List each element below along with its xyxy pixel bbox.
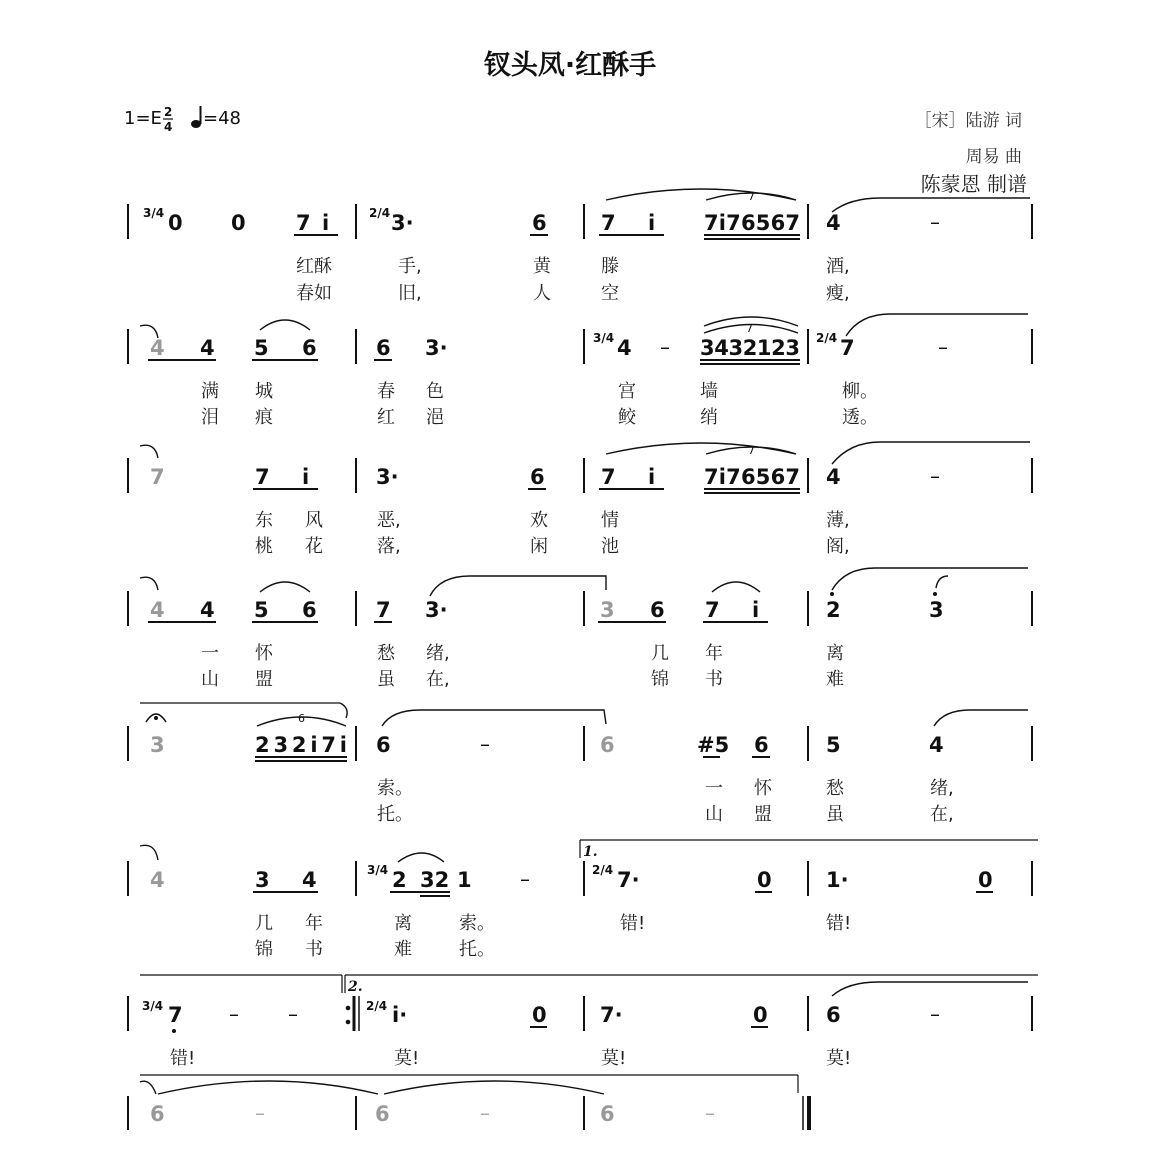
note: 6: [600, 1102, 615, 1126]
volta-1: 1.: [583, 844, 598, 860]
lyric: 透。: [842, 407, 878, 428]
lyric: 错!: [620, 913, 646, 934]
ts-label: 3/4: [143, 206, 165, 220]
note: 32: [420, 868, 450, 892]
note-run: 7i76567: [704, 211, 800, 235]
note: 6: [376, 733, 391, 757]
note: i·: [392, 1003, 408, 1027]
lyric: 瘦,: [826, 283, 850, 304]
lyric: 满: [201, 381, 219, 402]
note: 1: [457, 868, 472, 892]
lyric: 人: [533, 283, 551, 304]
lyric: 薄,: [826, 510, 850, 531]
note: 7: [840, 336, 855, 360]
note: 3: [600, 598, 615, 622]
ts-label: 2/4: [592, 863, 614, 877]
note: 4: [826, 465, 841, 489]
line-7: [128, 975, 1038, 1069]
lyric: 红: [377, 407, 395, 428]
lyric: 痕: [255, 407, 273, 428]
lyric: 黄: [533, 256, 551, 277]
note: 0: [757, 868, 772, 892]
lyric: 风: [305, 510, 323, 531]
lyric: 年: [305, 913, 323, 934]
note: 5: [254, 336, 269, 360]
lyric: 绪,: [426, 643, 450, 664]
lyric: 难: [394, 939, 412, 960]
note-run: 7i76567: [704, 465, 800, 489]
ts-label: 3/4: [142, 999, 164, 1013]
lyric: 滕: [601, 256, 619, 277]
lyric: 空: [601, 283, 619, 304]
lyric: 锦: [255, 939, 273, 960]
note: 7·: [600, 1003, 623, 1027]
note: i: [648, 211, 656, 235]
lyric: 池: [601, 536, 619, 557]
dash: –: [288, 1002, 298, 1026]
dash: –: [480, 1101, 490, 1125]
lyric: 怀: [754, 778, 772, 799]
lyric: 闲: [530, 536, 548, 557]
lyric: 错!: [170, 1048, 196, 1069]
lyric: 锦: [651, 669, 669, 690]
lyric: 书: [305, 939, 323, 960]
note: 2: [826, 598, 841, 622]
note: 6: [754, 733, 769, 757]
final-barline: [803, 1096, 809, 1130]
lyric: 莫!: [826, 1048, 852, 1069]
ts-label: 2/4: [366, 999, 388, 1013]
note: #5: [697, 733, 730, 757]
tuplet-number: 7: [746, 322, 753, 335]
ts-label: 3/4: [593, 331, 615, 345]
note: 7: [168, 1003, 183, 1027]
note: 7: [705, 598, 720, 622]
lyric: 浥: [426, 407, 444, 428]
lyric: 难: [826, 669, 844, 690]
lyric: 托。: [377, 804, 413, 825]
note: 2: [392, 868, 407, 892]
lyric: 落,: [377, 536, 401, 557]
svg-text:2: 2: [164, 105, 173, 119]
line-1: [128, 189, 1032, 304]
note: 3: [150, 733, 165, 757]
lyric: 虽: [826, 804, 844, 825]
ts-label: 2/4: [369, 206, 391, 220]
note: 7: [376, 598, 391, 622]
time-signature: [143, 206, 164, 220]
lyric: 宫: [618, 381, 636, 402]
note: 0: [753, 1003, 768, 1027]
lyric: 索。: [459, 913, 495, 934]
note: 4: [200, 336, 215, 360]
tuplet-number: 7: [748, 190, 755, 203]
note: 3·: [425, 336, 448, 360]
lyric: 欢: [530, 510, 548, 531]
lyric: 怀: [255, 643, 273, 664]
note: 7: [150, 465, 165, 489]
dash: –: [255, 1101, 265, 1125]
lyric: 离: [826, 643, 844, 664]
note: 6: [826, 1003, 841, 1027]
note: 6: [376, 336, 391, 360]
lyric: 恶,: [377, 510, 401, 531]
lyric: 鲛: [618, 407, 636, 428]
dash: –: [930, 1002, 940, 1026]
volta-2: 2.: [348, 979, 363, 995]
lyric: 几: [255, 913, 273, 934]
lyric: 离: [394, 913, 412, 934]
dash: –: [660, 335, 670, 359]
page-title: 钗头凤·红酥手: [483, 50, 657, 81]
note: 4: [929, 733, 944, 757]
ts-label: 3/4: [367, 863, 389, 877]
lyric: 春: [377, 381, 395, 402]
lyric: 红酥: [296, 256, 332, 277]
lyric: 书: [705, 669, 723, 690]
line-2: [128, 314, 1032, 428]
note: 6: [530, 465, 545, 489]
note: 6: [375, 1102, 390, 1126]
dash: –: [480, 732, 490, 756]
lyric: 索。: [377, 778, 413, 799]
arranger: 陈蒙恩 制谱: [920, 172, 1027, 196]
key-signature: 1=E: [124, 108, 162, 129]
lyric: 错!: [826, 913, 852, 934]
note: i: [302, 465, 310, 489]
note: 3·: [391, 211, 414, 235]
note: i: [752, 598, 760, 622]
lyric: 在,: [930, 804, 954, 825]
dash: –: [930, 210, 940, 234]
note: 1·: [826, 868, 849, 892]
lyric: 春如: [296, 283, 332, 304]
line-6: [128, 840, 1038, 960]
note: 7·: [617, 868, 640, 892]
lyric: 一: [705, 778, 723, 799]
lyric: 阁,: [826, 536, 850, 557]
note: 7: [601, 465, 616, 489]
note: 4: [826, 211, 841, 235]
lyric: 盟: [754, 804, 772, 825]
note: 3·: [425, 598, 448, 622]
lyric: 山: [705, 804, 723, 825]
lyric: 色: [426, 381, 444, 402]
note: 7: [601, 211, 616, 235]
lyric: 酒,: [826, 256, 850, 277]
note: 6: [600, 733, 615, 757]
note: 4: [150, 598, 165, 622]
line-5: [128, 703, 1032, 825]
note: 4: [302, 868, 317, 892]
line-8: [128, 1075, 809, 1130]
note: 3: [255, 868, 270, 892]
note: 4: [150, 868, 165, 892]
note: 0: [978, 868, 993, 892]
lyric: 几: [651, 643, 669, 664]
dash: –: [705, 1101, 715, 1125]
repeat-barline: [346, 996, 359, 1031]
dash: –: [938, 335, 948, 359]
note: 4: [200, 598, 215, 622]
lyric: 旧,: [398, 283, 422, 304]
lyric: 情: [601, 510, 619, 531]
lyric: 虽: [377, 669, 395, 690]
note: 4: [617, 336, 632, 360]
note: 6: [532, 211, 547, 235]
lyric: 愁: [377, 643, 395, 664]
lyric: 莫!: [601, 1048, 627, 1069]
lyric: 花: [305, 536, 323, 557]
lyric: 东: [255, 510, 273, 531]
note: 7: [296, 211, 311, 235]
lyric: 桃: [255, 536, 273, 557]
note: 3: [929, 598, 944, 622]
lyric: 盟: [255, 669, 273, 690]
line-4: [128, 568, 1032, 690]
composer: 周易 曲: [965, 147, 1022, 167]
lyric: 绡: [700, 407, 718, 428]
lyric: 墙: [700, 381, 718, 402]
lyric: 愁: [826, 778, 844, 799]
lyricist: ［宋］陆游 词: [914, 111, 1022, 131]
note: 0: [168, 211, 183, 235]
dash: –: [229, 1002, 239, 1026]
note: 0: [231, 211, 246, 235]
lyric: 在,: [426, 669, 450, 690]
note: 6: [150, 1102, 165, 1126]
lyric: 莫!: [394, 1048, 420, 1069]
note: 5: [826, 733, 841, 757]
note: i: [322, 211, 330, 235]
tuplet-number: 7: [748, 444, 755, 457]
note: 3·: [376, 465, 399, 489]
note: 6: [302, 336, 317, 360]
note: 0: [532, 1003, 547, 1027]
lyric: 山: [201, 669, 219, 690]
header-time-signature: [163, 105, 173, 134]
note: 7: [255, 465, 270, 489]
note-run: 232i7i: [255, 733, 347, 757]
lyric: 一: [201, 643, 219, 664]
dash: –: [930, 464, 940, 488]
note: i: [648, 465, 656, 489]
lyric: 手,: [398, 256, 422, 277]
line-3: [128, 442, 1032, 557]
lyric: 年: [705, 643, 723, 664]
quarter-note-icon: [191, 106, 201, 128]
lyric: 绪,: [930, 778, 954, 799]
note: 5: [254, 598, 269, 622]
lyric: 柳。: [842, 381, 878, 402]
ts-label: 2/4: [816, 331, 838, 345]
note: 4: [150, 336, 165, 360]
fermata-icon: [154, 716, 158, 720]
lyric: 城: [255, 381, 273, 402]
note-run: 3432123: [700, 336, 800, 360]
note: 6: [302, 598, 317, 622]
dash: –: [520, 867, 530, 891]
svg-text:4: 4: [164, 120, 173, 134]
note: 6: [650, 598, 665, 622]
tuplet-number: 6: [298, 712, 305, 725]
lyric: 托。: [459, 939, 495, 960]
lyric: 泪: [201, 407, 219, 428]
tempo: =48: [203, 108, 241, 129]
